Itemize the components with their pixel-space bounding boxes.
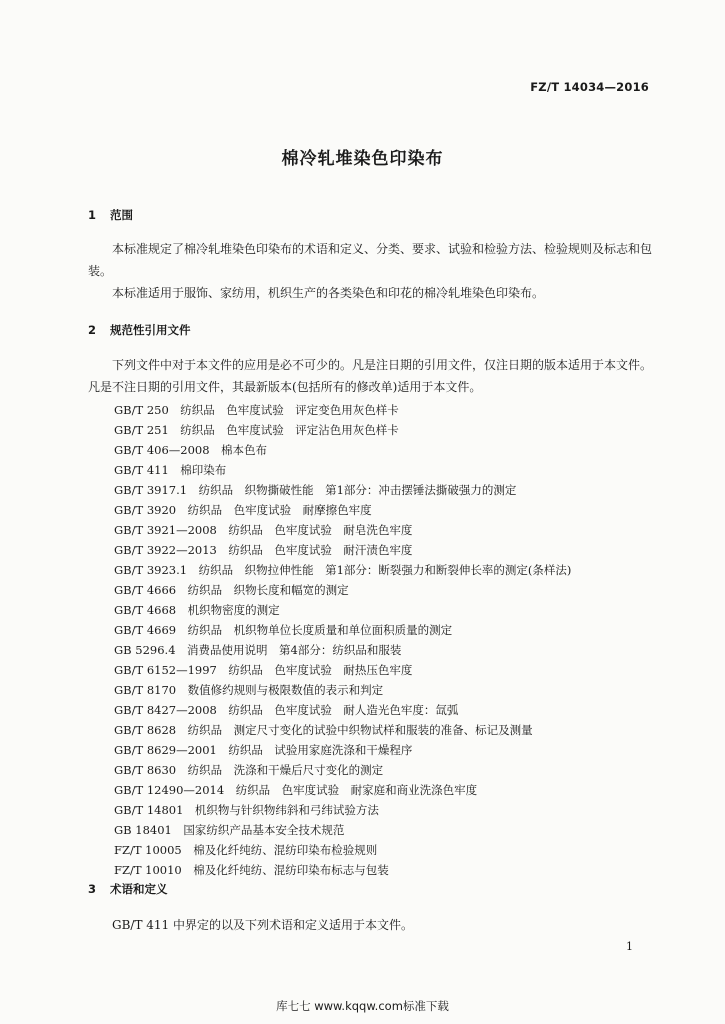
- reference-item: GB/T 3921—2008 纺织品 色牢度试验 耐皂洗色牢度: [114, 523, 413, 537]
- reference-item: GB/T 406—2008 棉本色布: [114, 443, 268, 457]
- paragraph: 下列文件中对于本文件的应用是必不可少的。凡是注日期的引用文件，仅注日期的版本适用于本文件。凡是不注日期的引用文件，其最新版本(包括所有的修改单)适用于本文件。: [88, 358, 653, 394]
- reference-item: GB/T 4668 机织物密度的测定: [114, 603, 280, 617]
- reference-item: GB/T 8628 纺织品 测定尺寸变化的试验中织物试样和服装的准备、标记及测量: [114, 723, 533, 737]
- section-title: 术语和定义: [110, 882, 168, 896]
- paragraph: 本标准规定了棉冷轧堆染色印染布的术语和定义、分类、要求、试验和检验方法、检验规则及标志和包装。: [88, 242, 653, 278]
- section-heading-scope: [88, 207, 133, 223]
- reference-item: GB/T 3922—2013 纺织品 色牢度试验 耐汗渍色牢度: [114, 543, 413, 557]
- footer-watermark: 库七七 www.kqqw.com标准下载: [276, 999, 449, 1013]
- section-number: 2: [88, 323, 97, 337]
- reference-item: FZ/T 10010 棉及化纤纯纺、混纺印染布标志与包装: [114, 863, 389, 877]
- reference-item: GB/T 3923.1 纺织品 织物拉伸性能 第1部分：断裂强力和断裂伸长率的测定(条样法): [114, 563, 572, 577]
- section-heading-normative-references: [88, 322, 191, 338]
- section-number: 3: [88, 882, 97, 896]
- reference-item: GB/T 411 棉印染布: [114, 463, 227, 477]
- reference-item: GB/T 8170 数值修约规则与极限数值的表示和判定: [114, 683, 384, 697]
- section-title: 规范性引用文件: [110, 323, 191, 337]
- section-heading-terms-definitions: [88, 881, 168, 897]
- standard-code: FZ/T 14034—2016: [530, 80, 649, 94]
- reference-item: GB/T 251 纺织品 色牢度试验 评定沾色用灰色样卡: [114, 423, 399, 437]
- page-number: 1: [626, 940, 633, 953]
- reference-item: GB/T 3920 纺织品 色牢度试验 耐摩擦色牢度: [114, 503, 372, 517]
- reference-item: GB/T 8629—2001 纺织品 试验用家庭洗涤和干燥程序: [114, 743, 413, 757]
- reference-item: GB/T 8630 纺织品 洗涤和干燥后尺寸变化的测定: [114, 763, 384, 777]
- section-title: 范围: [110, 208, 133, 222]
- reference-item: GB 5296.4 消费品使用说明 第4部分：纺织品和服装: [114, 643, 402, 657]
- reference-item: FZ/T 10005 棉及化纤纯纺、混纺印染布检验规则: [114, 843, 378, 857]
- reference-item: GB/T 4669 纺织品 机织物单位长度质量和单位面积质量的测定: [114, 623, 453, 637]
- paragraph: 本标准适用于服饰、家纺用，机织生产的各类染色和印花的棉冷轧堆染色印染布。: [112, 286, 545, 300]
- section-number: 1: [88, 208, 97, 222]
- reference-item: GB/T 250 纺织品 色牢度试验 评定变色用灰色样卡: [114, 403, 399, 417]
- reference-item: GB/T 3917.1 纺织品 织物撕破性能 第1部分：冲击摆锤法撕破强力的测定: [114, 483, 517, 497]
- reference-item: GB/T 4666 纺织品 织物长度和幅宽的测定: [114, 583, 349, 597]
- reference-item: GB/T 6152—1997 纺织品 色牢度试验 耐热压色牢度: [114, 663, 413, 677]
- reference-item: GB 18401 国家纺织产品基本安全技术规范: [114, 823, 345, 837]
- reference-list: [114, 400, 674, 880]
- reference-item: GB/T 14801 机织物与针织物纬斜和弓纬试验方法: [114, 803, 379, 817]
- paragraph: GB/T 411 中界定的以及下列术语和定义适用于本文件。: [112, 918, 413, 932]
- reference-item: GB/T 8427—2008 纺织品 色牢度试验 耐人造光色牢度：氙弧: [114, 703, 459, 717]
- reference-item: GB/T 12490—2014 纺织品 色牢度试验 耐家庭和商业洗涤色牢度: [114, 783, 478, 797]
- document-title: 棉冷轧堆染色印染布: [281, 149, 444, 169]
